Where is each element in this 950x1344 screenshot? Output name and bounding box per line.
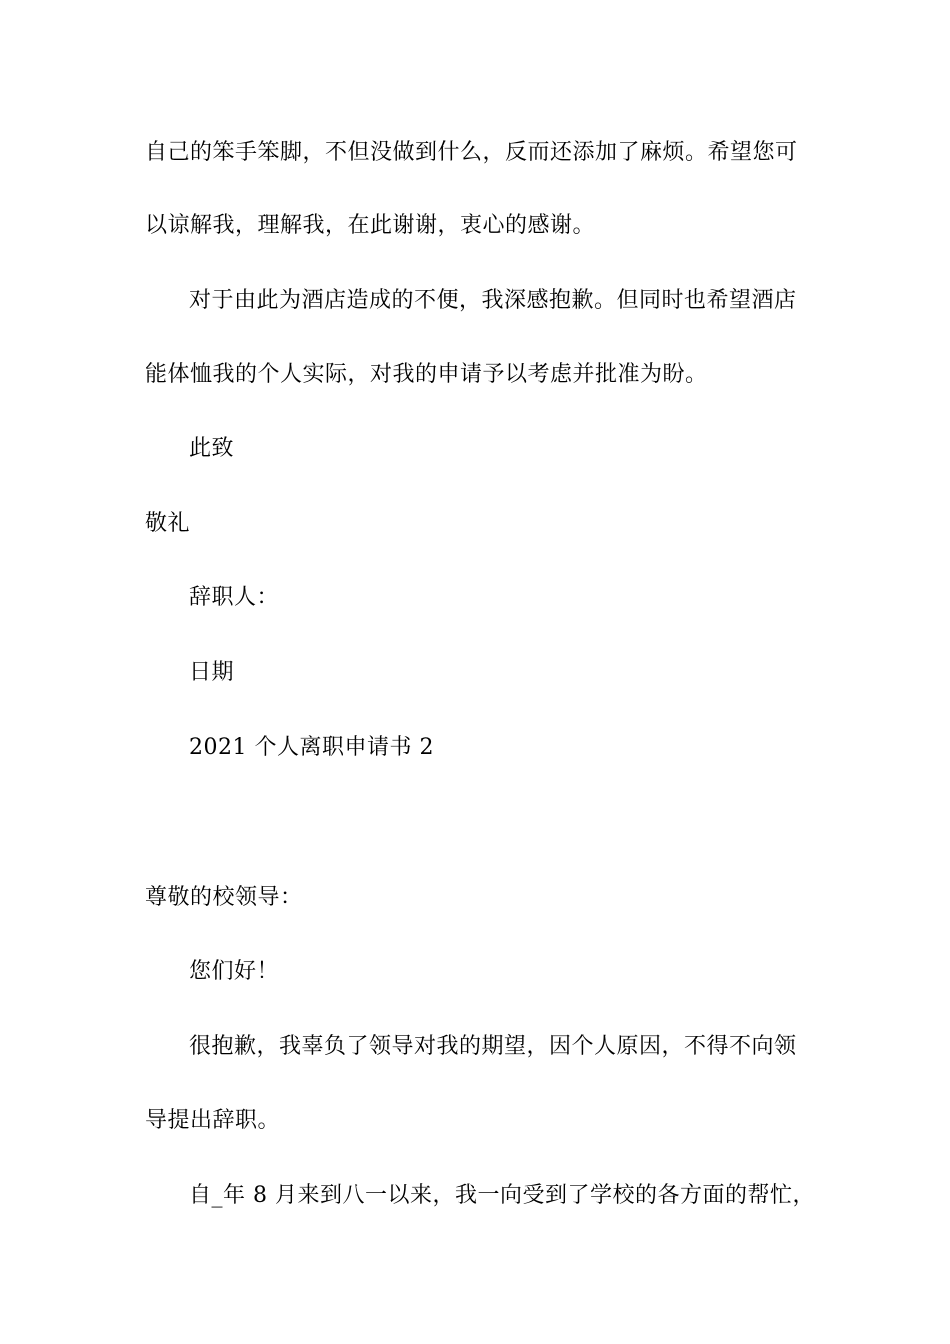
greeting: 您们好！ [189,959,280,984]
paragraph-line: 能体恤我的个人实际，对我的申请予以考虑并批准为盼。 [145,362,708,387]
paragraph-line: 自己的笨手笨脚，不但没做到什么，反而还添加了麻烦。希望您可 [145,140,798,165]
closing-phrase: 此致 [189,436,235,461]
salutation: 敬礼 [145,511,191,536]
paragraph-line: 以谅解我，理解我，在此谢谢，衷心的感谢。 [145,213,596,238]
greeting-recipient: 尊敬的校领导： [145,885,303,910]
paragraph-line: 导提出辞职。 [145,1108,281,1133]
section-title: 2021 个人离职申请书 2 [189,735,434,760]
paragraph-line: 对于由此为酒店造成的不便，我深感抱歉。但同时也希望酒店 [189,288,797,313]
paragraph-line: 自_年 8 月来到八一以来，我一向受到了学校的各方面的帮忙， [189,1183,815,1208]
paragraph-line: 很抱歉，我辜负了领导对我的期望，因个人原因，不得不向领 [189,1034,797,1059]
date-label: 日期 [189,660,235,685]
signature-label: 辞职人： [189,585,280,610]
